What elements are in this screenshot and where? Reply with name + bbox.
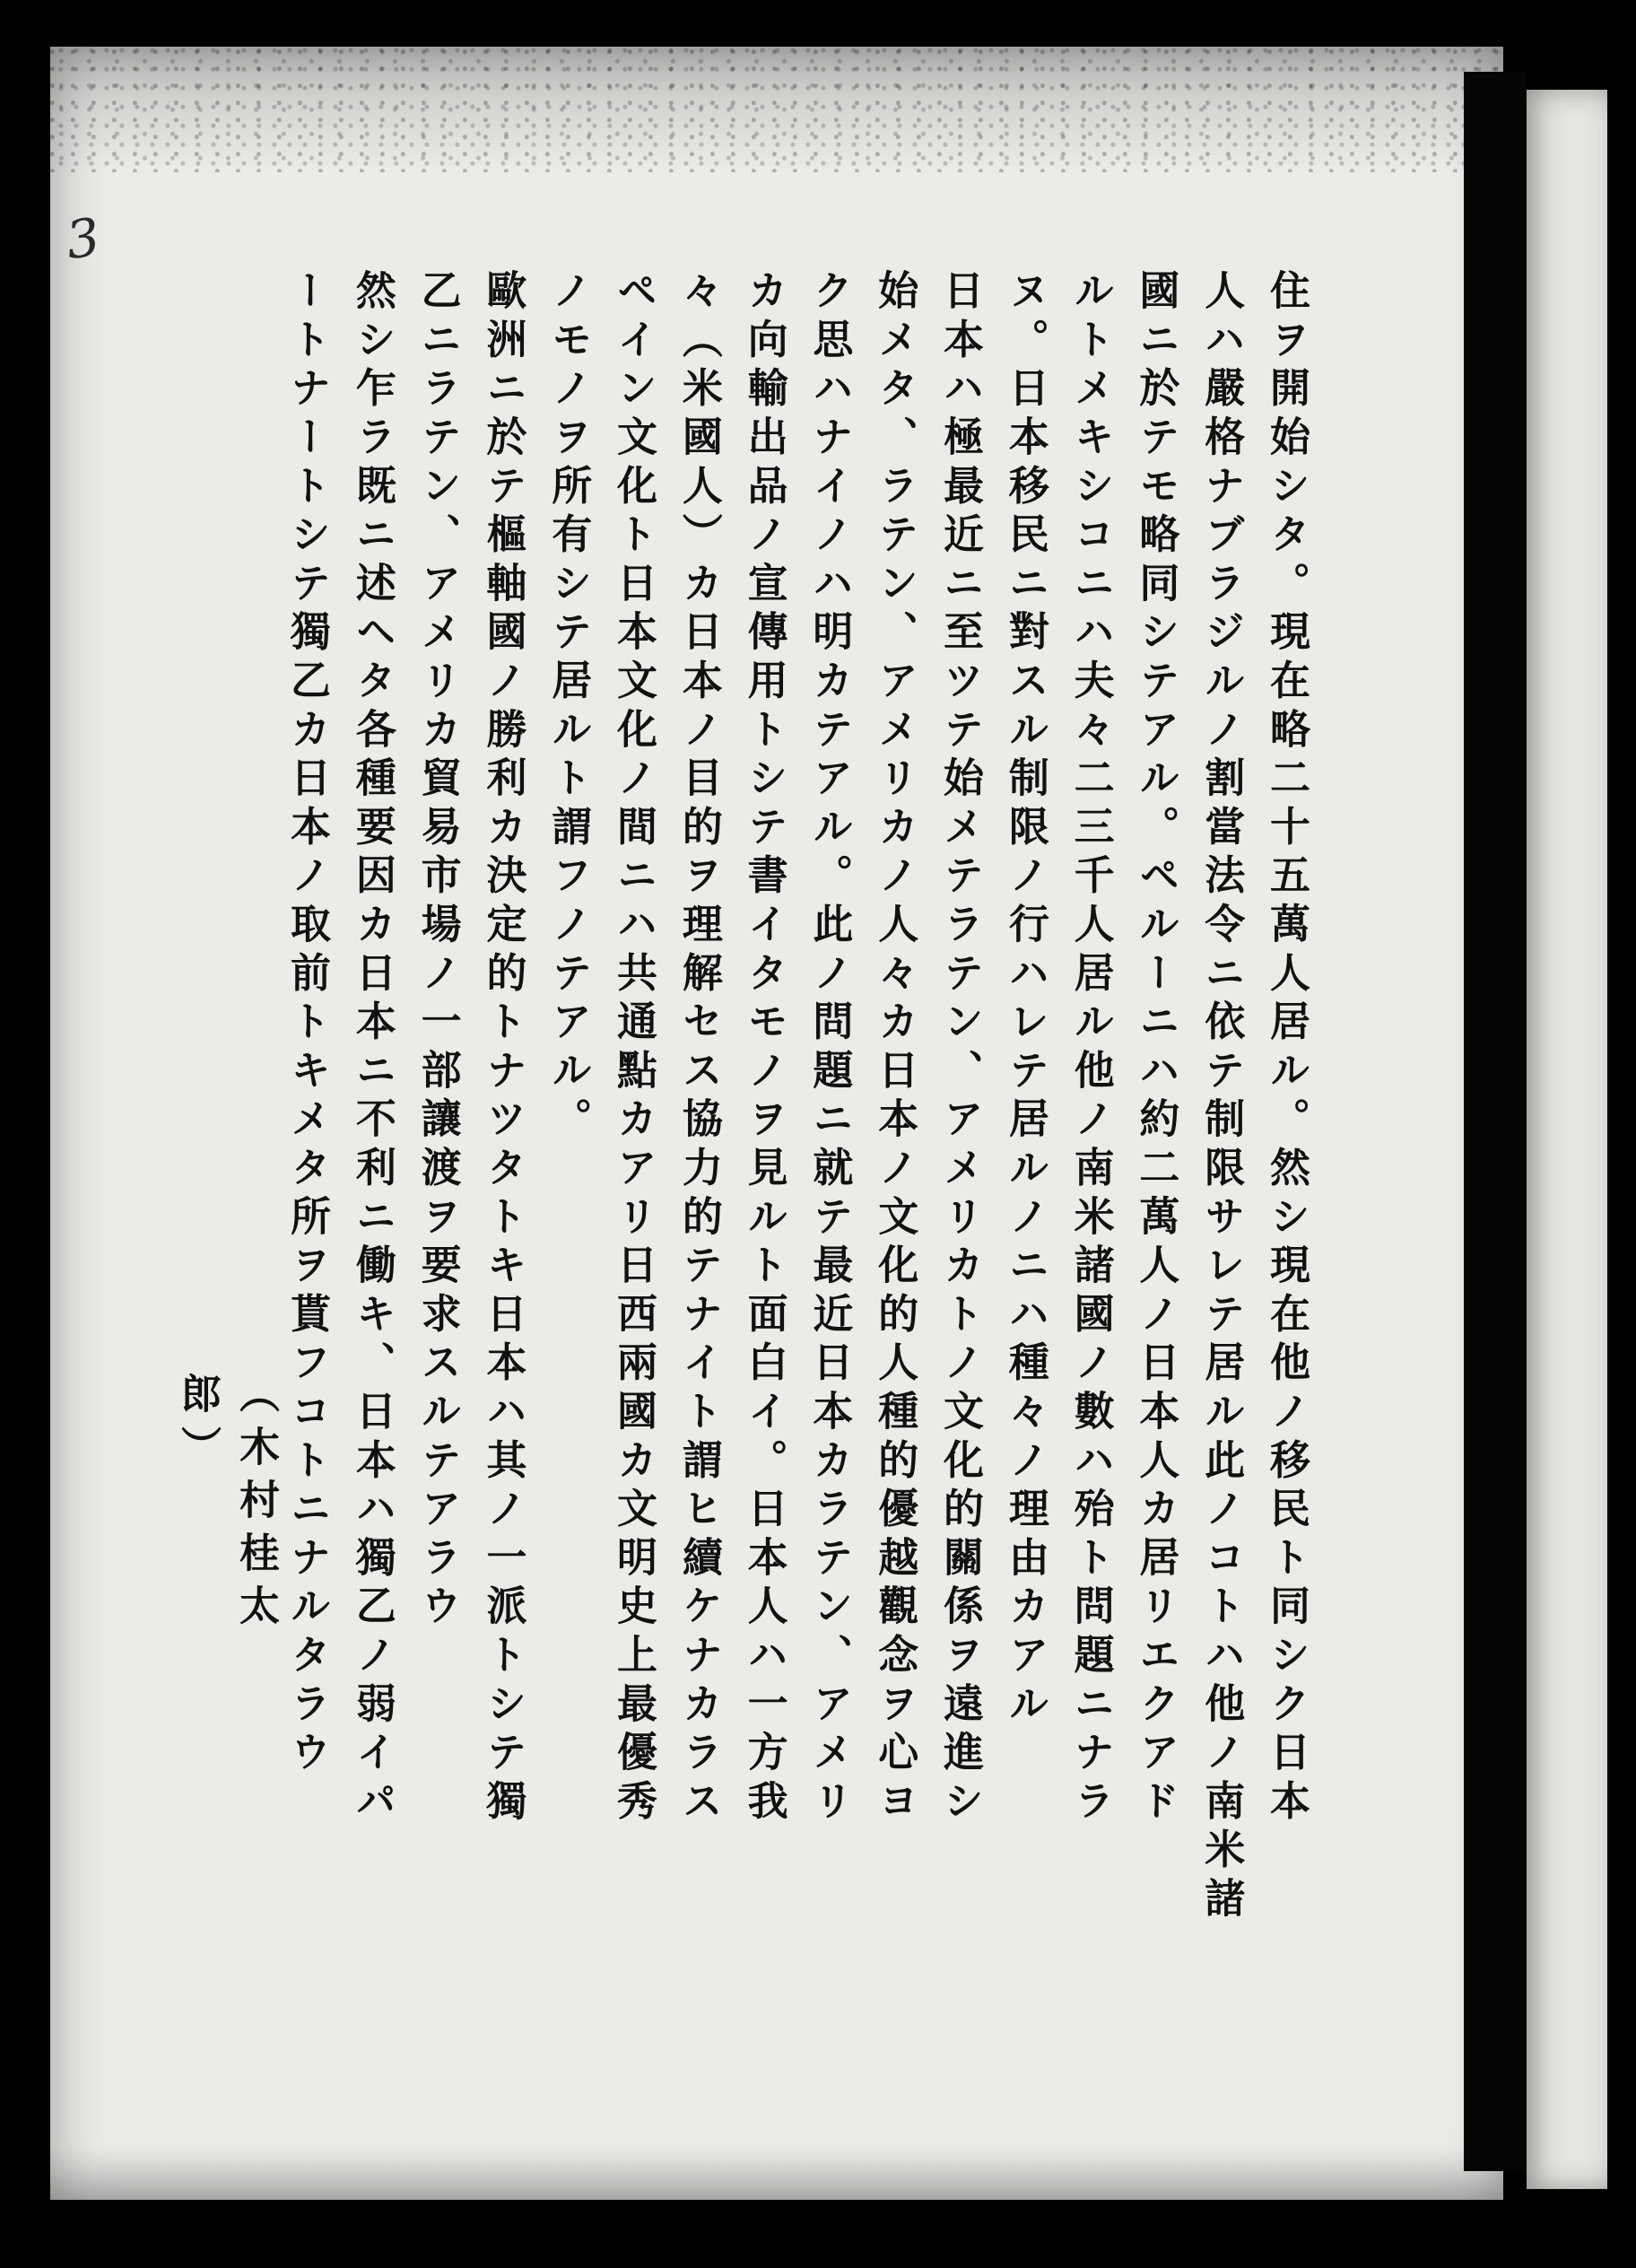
text-column: カ向輸出品ノ宣傳用トシテ書イタモノヲ見ルト面白イ。日本人ハ一方我 (740, 269, 788, 1828)
text-column: ヌ。日本移民ニ對スル制限ノ行ハレテ居ルノニハ種々ノ理由カアル (1001, 269, 1049, 1731)
text-column: ルトメキシコニハ夫々二三千人居ル他ノ南米諸國ノ數ハ殆ト問題ニナラ (1066, 269, 1115, 1828)
text-column: 國ニ於テモ略同シテアル。ペルーニハ約二萬人ノ日本人カ居リエクアド (1132, 269, 1180, 1828)
text-column: 日本ハ極最近ニ至ツテ始メテラテン、アメリカトノ文化的關係ヲ遠進シ (936, 269, 985, 1828)
text-column: 然シ乍ラ既ニ述ヘタ各種要因カ日本ニ不利ニ働キ、日本ハ獨乙ノ弱イパ (348, 269, 396, 1828)
text-column: ク思ハナイノハ明カテアル。此ノ問題ニ就テ最近日本カラテン、アメリ (805, 269, 854, 1828)
text-column: ノモノヲ所有シテ居ルト謂フノテアル。 (544, 269, 593, 1147)
text-column: 々（米國人）カ日本ノ目的ヲ理解セス協力的テナイト謂ヒ續ケナカラス (674, 269, 723, 1828)
book-spine (1464, 72, 1527, 2171)
text-column: 始メタ、ラテン、アメリカノ人々カ日本ノ文化的人種的優越觀念ヲ心ヨ (871, 269, 919, 1828)
text-column: ペイン文化ト日本文化ノ間ニハ共通點カアリ日西兩國カ文明史上最優秀 (610, 269, 658, 1828)
body-text (161, 269, 1318, 2099)
text-column: 人ハ嚴格ナブラジルノ割當法令ニ依テ制限サレテ居ル此ノコトハ他ノ南米諸 (1197, 269, 1246, 1926)
text-column: ートナートシテ獨乙カ日本ノ取前トキメタ所ヲ貰フコトニナルタラウ (283, 269, 332, 1780)
author-signature: （木村桂太郎） (174, 1373, 280, 1637)
text-column: 住ヲ開始シタ。現在略二十五萬人居ル。然シ現在他ノ移民ト同シク日本 (1263, 269, 1310, 1828)
adjacent-page-edge (1527, 90, 1607, 2189)
text-column: 乙ニラテン、アメリカ貿易市場ノ一部讓渡ヲ要求スルテアラウ (413, 269, 462, 1634)
page-number: 3 (62, 205, 104, 272)
text-column: 歐洲ニ於テ樞軸國ノ勝利カ決定的トナツタトキ日本ハ其ノ一派トシテ獨 (479, 269, 527, 1828)
